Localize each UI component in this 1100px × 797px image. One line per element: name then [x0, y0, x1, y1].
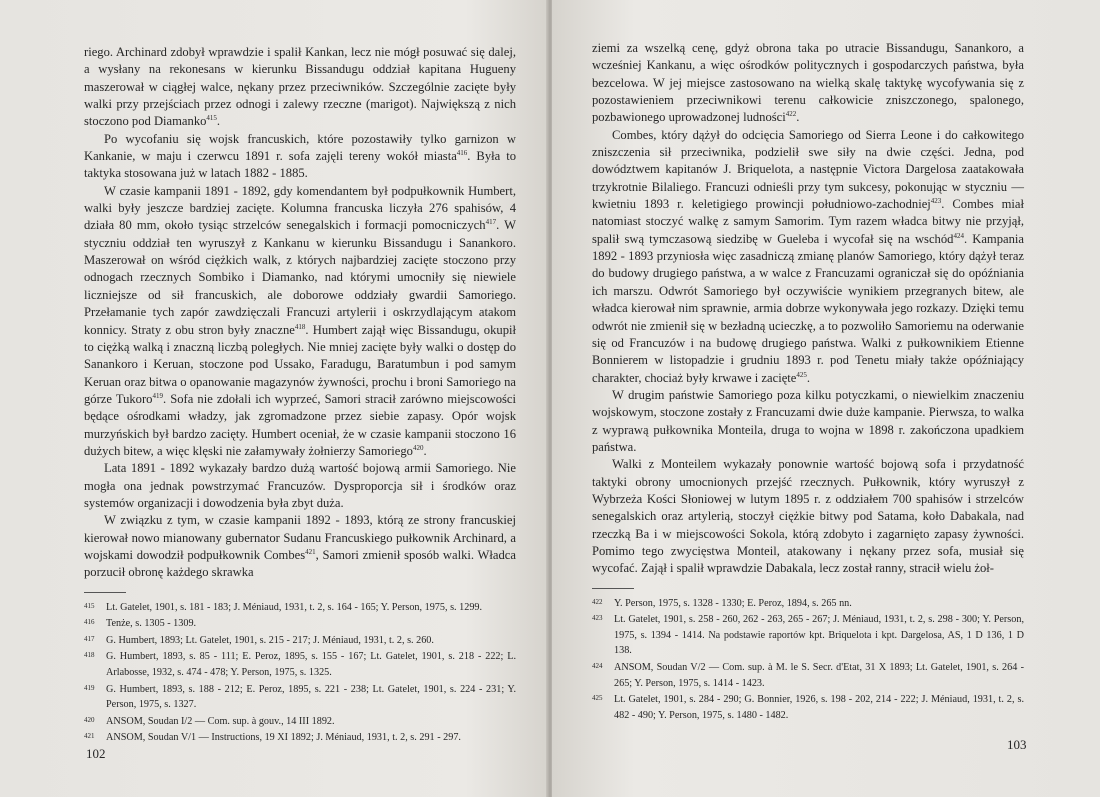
footnote [592, 691, 1024, 723]
footnote-text: G. Humbert, 1893, s. 85 - 111; E. Peroz, 1895, s. 155 - 167; Lt. Gatelet, 1901, s. 218 - 222; L. Arlabosse, 1932, s. 474 - 478; Y. Person, 1975, s. 1325. [106, 651, 516, 679]
footnote [592, 659, 1024, 691]
footnote-number: 415 [84, 601, 95, 610]
left-paragraph-5: W związku z tym, w czasie kampanii 1892 - 1893, którą ze strony francuskiej kierował nowo mianowany gubernator Sudanu Francuskiego pułkownik Archinard, a wojskami dowodził podpułkownik Combes$^{421}$, Samori zmienił sposób walki. Władca porzucił obronę każdego skrawka [84, 513, 516, 580]
right-paragraph-3: W drugim państwie Samoriego poza kilku potyczkami, o niewielkim znaczeniu wojskowym, stoczone zostały z Francuzami dwie duże kampanie. Pierwsza, to walka z wyprawą pułkownika Monteila, druga to wojna w 1898 r. zakończona upadkiem państwa. [592, 387, 1024, 454]
right-paragraph-4: Walki z Monteilem wykazały ponownie wartość bojową sofa i przydatność taktyki obrony umocnionych przejść rzecznych. Pułkownik, który wyruszył z Wybrzeża Kości Słoniowej w lutym 1895 r. z oddziałem 700 spahisów i strzelców senegalskich oraz artylerią, stoczył ciężkie bitwy pod Satama, koło Dabakala, nad rzeczką Ba i w miejscowości Sokola, którą zdobyto i zagarnięto zapasy żywności. Pomimo tego zwycięstwa Monteil, atakowany i nękany przez sofa, musiał się wycofać. Zajął i spalił wprawdzie Dabakala, lecz został ranny, stracił wielu żoł- [592, 457, 1024, 576]
left-paragraph-1: riego. Archinard zdobył wprawdzie i spalił Kankan, lecz nie mógł posuwać się dalej, a wysłany na rekonesans w kierunku Bissandugu oddział kapitana Hugueny maszerował w ciągłej walce, nękany przez przeciwników. Szczególnie zacięte były walki przy przejściach przez odnogi i zalewy rzeczne (marigot). Największą z nich stoczono pod Diamanko$^{415}$. [84, 45, 516, 129]
footnote-marker: 424 [953, 231, 964, 240]
footnote [84, 729, 516, 746]
footnote-marker: 421 [305, 547, 316, 556]
left-paragraph-3: W czasie kampanii 1891 - 1892, gdy komendantem był podpułkownik Humbert, walki były jeszcze bardziej zacięte. Kolumna francuska liczyła 276 spahisów, 4 działa 80 mm, około tysiąc strzelców senegalskich i formacji pomocniczych$^{417}$. W styczniu oddział ten wyruszył z Kankanu w kierunku Bissandugu i Sanankoro. Maszerował on wśród ciężkich walk, z których najbardziej zacięte stoczono przy odnogach rzecznych Sombiko i Diamanko, nad którymi umocniły się niewiele liczniejsze od sił francuskich, ale doborowe oddziały gwardii Samoriego. Przełamanie tych zapór zawdzięczali Francuzi artylerii i oskrzydlającym atakom konnicy. Straty z obu stron były znaczne$^{418}$. Humbert zajął więc Bissandugu, okupił to ciężką walką i znaczną liczbą poległych. Nie mniej zacięte były walki o dostęp do Sanankoro i Keruan, stoczone pod Ussako, Faradugu, Baratumbun i pod samym Keruan oraz bitwa o opanowanie magazynów żywności, prochu i broni Samoriego na górze Tukoro$^{419}$. Sofa nie zdołali ich wyprzeć, Samori stracił zarówno miejscowości będące ośrodkami władzy, jak zgromadzone przez siebie zapasy. Opór wojsk murzyńskich był bardzo zacięty. Humbert oceniał, że w czasie kampanii stoczono 16 dużych bitew, a więc klęski nie załamywały żołnierzy Samoriego$^{420}$. [84, 183, 516, 458]
left-footnotes [84, 599, 516, 746]
right-body-text [592, 40, 1024, 723]
right-paragraph-1: ziemi za wszelką cenę, gdyż obrona taka po utracie Bissandugu, Sanankoro, a wcześniej Kankanu, a więc ośrodków politycznych i gospodarczych państwa, była bezcelowa. W jej miejsce zastosowano na wielką skalę taktykę wycofywania się z pozostawieniem przeciwnikowi terenu całkowicie zniszczonego, spalonego, pozbawionego uprowadzonej ludności$^{422}$. [592, 41, 1024, 125]
footnote-marker: 415 [206, 114, 217, 123]
footnote-number: 423 [592, 614, 603, 623]
footnote-number: 425 [592, 694, 603, 703]
footnote-text: ANSOM, Soudan V/1 — Instructions, 19 XI 1892; J. Méniaud, 1931, t. 2, s. 291 - 297. [106, 732, 461, 744]
footnote [84, 599, 516, 616]
footnote-marker: 420 [412, 443, 424, 452]
footnote-number: 419 [84, 683, 95, 692]
footnote [84, 648, 516, 680]
footnote-marker: 417 [485, 218, 497, 227]
footnote-marker: 423 [930, 197, 942, 206]
right-page-number: 103 [1007, 737, 1027, 752]
footnote-text: G. Humbert, 1893; Lt. Gatelet, 1901, s. 215 - 217; J. Méniaud, 1931, t. 2, s. 260. [106, 634, 434, 646]
footnote-number: 417 [84, 634, 95, 643]
right-footnotes [592, 595, 1024, 724]
footnote-number: 416 [84, 618, 95, 627]
right-paragraph-2: Combes, który dążył do odcięcia Samoriego od Sierra Leone i do całkowitego zniszczenia sił przeciwnika, podzielił swe siły na dwie części. Jedna, pod dowództwem kapitanów J. Briquelota, a następnie Victora Dargelosa zaatakowała trzykrotnie Bilaliego. Francuzi odnieśli przy tym sukcesy, pokonując w styczniu — kwietniu 1893 r. keletigiego prowincji południowo-zachodniej$^{423}$. Combes miał natomiast stoczyć walkę z samym Samorim. Tym razem władca bitwy nie przyjął, spalił swą tymczasową siedzibę w Gueleba i wycofał się na wschód$^{424}$. Kampania 1892 - 1893 przyniosła więc zasadniczą zmianę planów Samoriego, który dążył teraz do budowy drugiego państwa, a w walce z Francuzami ograniczał się do opóźniania ich marszu. Odwrót Samoriego był oczywiście wynikiem przegranych bitew, ale władca kierował nim sprawnie, armia dobrze wykonywała jego rozkazy. Dzięki temu odwrót nie zmienił się w bezładną ucieczkę, a to pozwoliło Samoriemu na oderwanie się od Francuzów i na budowę drugiego państwa. Walki z pułkownikiem Etienne Bonnierem w listopadzie i grudniu 1893 r. pod Tenetu miały także opóźniający charakter, chociaż były krwawe i zacięte$^{425}$. [592, 127, 1025, 385]
left-page-number: 102 [86, 746, 106, 761]
footnote-number: 424 [592, 662, 603, 671]
footnote-number: 418 [84, 651, 95, 660]
footnote-text: Lt. Gatelet, 1901, s. 284 - 290; G. Bonnier, 1926, s. 198 - 202, 214 - 222; J. Méniaud, 1931, t. 2, s. 482 - 490; Y. Person, 1975, s. 1480 - 1482. [614, 694, 1024, 721]
left-footnote-rule [84, 592, 126, 593]
footnote [84, 713, 516, 730]
footnote-marker: 416 [456, 149, 468, 158]
footnote-text: ANSOM, Soudan I/2 — Com. sup. à gouv., 14 III 1892. [106, 715, 335, 727]
footnote-text: Y. Person, 1975, s. 1328 - 1330; E. Peroz, 1894, s. 265 nn. [614, 597, 852, 609]
left-body-text [84, 44, 516, 746]
footnote [84, 615, 516, 632]
footnote [592, 611, 1024, 659]
footnote-number: 422 [592, 597, 603, 606]
right-page [552, 0, 1100, 797]
footnote [84, 681, 516, 713]
footnote-text: Tenże, s. 1305 - 1309. [106, 618, 197, 630]
right-footnote-rule [592, 588, 634, 589]
footnote-text: Lt. Gatelet, 1901, s. 181 - 183; J. Méniaud, 1931, t. 2, s. 164 - 165; Y. Person, 1975, s. 1299. [106, 601, 483, 613]
footnote-text: G. Humbert, 1893, s. 188 - 212; E. Peroz, 1895, s. 221 - 238; Lt. Gatelet, 1901, s. 224 - 231; Y. Person, 1975, s. 1327. [106, 683, 516, 711]
footnote-text: Lt. Gatelet, 1901, s. 258 - 260, 262 - 263, 265 - 267; J. Méniaud, 1931, t. 2, s. 298 - 300; Y. Person, 1975, s. 1394 - 1414. Na podstawie raportów kpt. Briquelota i kpt. Dargelosa, AS, 1 D 136, 1 D 138. [614, 614, 1024, 657]
left-page [0, 0, 548, 797]
footnote [84, 632, 516, 649]
footnote-marker: 422 [785, 110, 797, 119]
footnote [592, 595, 1024, 612]
footnote-text: ANSOM, Soudan V/2 — Com. sup. à M. le S. Secr. d'Etat, 31 X 1893; Lt. Gatelet, 1901, s. 264 - 265; Y. Person, 1975, s. 1414 - 1423. [614, 662, 1024, 689]
footnote-marker: 418 [294, 322, 306, 331]
footnote-number: 421 [84, 732, 95, 741]
footnote-marker: 419 [152, 391, 163, 400]
left-paragraph-2: Po wycofaniu się wojsk francuskich, które pozostawiły tylko garnizon w Kankanie, w maju i czerwcu 1891 r. sofa zajęli tereny wokół miasta$^{416}$. Była to taktyka stosowana już w latach 1882 - 1885. [84, 131, 516, 181]
footnote-number: 420 [84, 715, 95, 724]
footnote-marker: 425 [796, 370, 807, 379]
left-paragraph-4: Lata 1891 - 1892 wykazały bardzo dużą wartość bojową armii Samoriego. Nie mogła ona jednak powstrzymać Francuzów. Dysproporcja sił i środków oraz systemów organizacji i dowodzenia była zbyt duża. [84, 461, 516, 510]
